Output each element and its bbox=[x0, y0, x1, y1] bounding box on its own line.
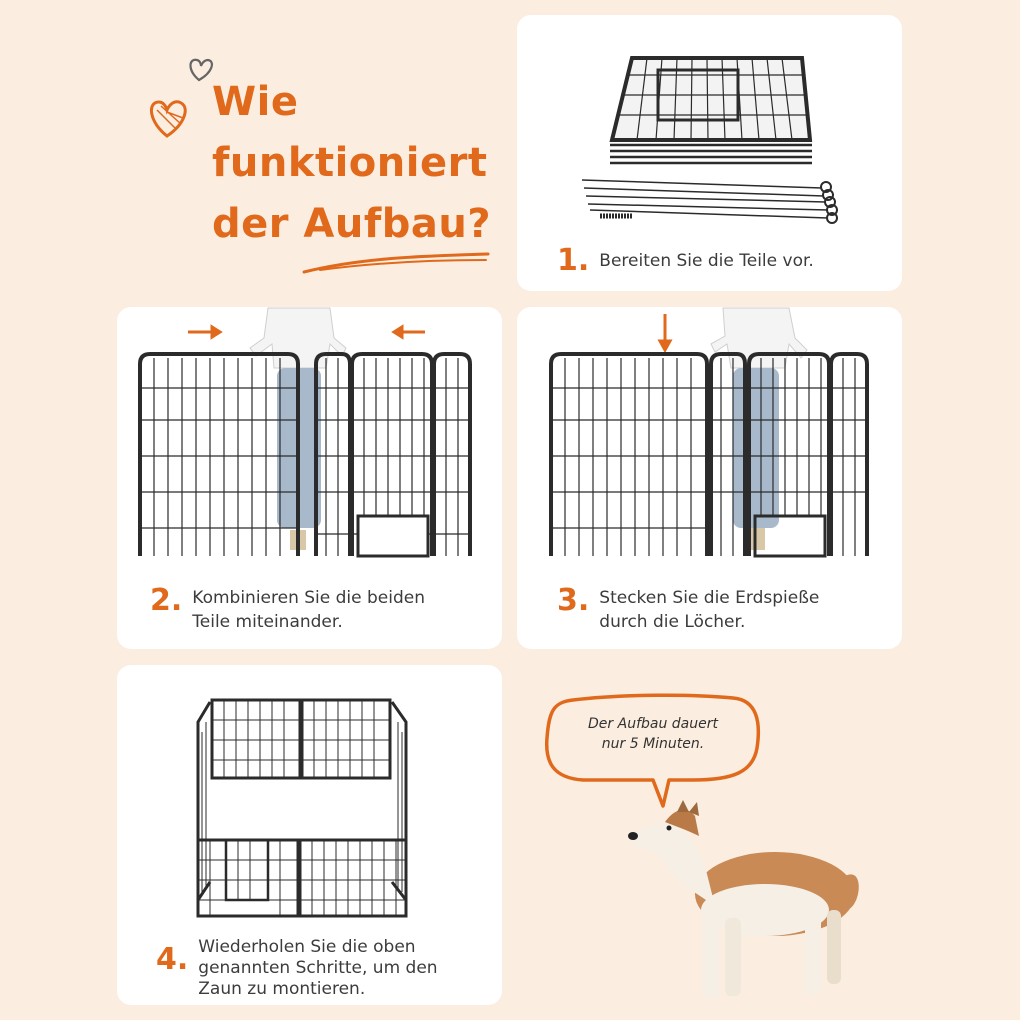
fence-parts-illustration bbox=[592, 50, 852, 230]
step-2 bbox=[150, 583, 426, 634]
title-line-3: der Aufbau? bbox=[212, 201, 492, 247]
page-title bbox=[212, 72, 512, 255]
step-1 bbox=[557, 243, 814, 278]
assembled-pen-illustration bbox=[192, 692, 422, 922]
speech-bubble-text: Der Aufbau dauert nur 5 Minuten. bbox=[588, 716, 718, 752]
step-3-number: 3. bbox=[557, 583, 590, 618]
step-2-text: Kombinieren Sie die beiden Teile miteinander. bbox=[192, 588, 426, 632]
title-line-1: Wie bbox=[212, 79, 299, 125]
step-4-text: Wiederholen Sie die oben genannten Schritte, um den Zaun zu montieren. bbox=[198, 937, 438, 999]
step-1-text: Bereiten Sie die Teile vor. bbox=[599, 251, 814, 271]
step-4 bbox=[156, 937, 438, 1000]
step-2-number: 2. bbox=[150, 583, 183, 618]
step-3-text: Stecken Sie die Erdspieße durch die Löcher. bbox=[599, 588, 820, 632]
husky-dog-image bbox=[625, 806, 865, 1006]
insert-stakes-illustration bbox=[545, 308, 885, 563]
step-3 bbox=[557, 583, 820, 634]
combine-panels-illustration bbox=[130, 308, 490, 563]
heart-icon-orange bbox=[145, 92, 195, 142]
step-1-number: 1. bbox=[557, 243, 590, 278]
title-underline bbox=[300, 250, 500, 280]
title-line-2: funktioniert bbox=[212, 140, 488, 186]
step-4-number: 4. bbox=[156, 942, 189, 977]
